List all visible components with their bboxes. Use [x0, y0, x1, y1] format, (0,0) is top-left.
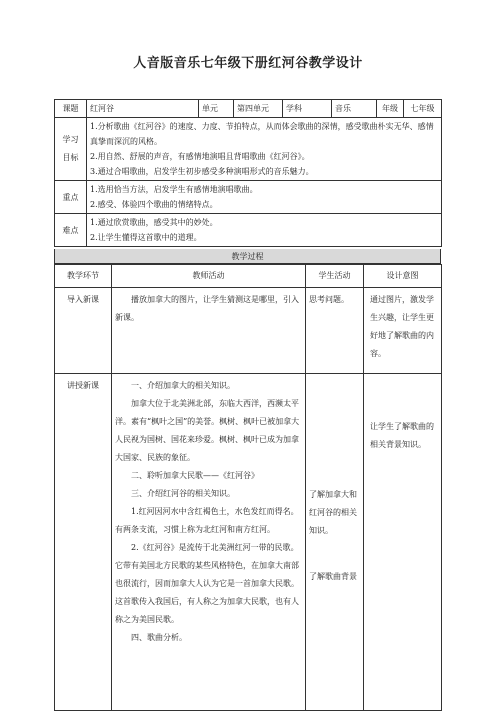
key-points-row — [55, 181, 442, 214]
subject-value: 音乐 — [332, 100, 377, 118]
teacher-text: 三、介绍红河谷的相关知识。 — [131, 489, 235, 498]
objective-item: 1.分析歌曲《红河谷》的速度、力度、节拍特点，从而体会歌曲的深情，感受歌曲朴实无华、感情真挚而深沉的风格。 — [90, 122, 434, 146]
difficulties-content — [87, 214, 442, 247]
difficulty-item: 2.让学生懂得这首歌中的道理。 — [90, 233, 202, 242]
teacher-text: 2.《红河谷》是流传于北美洲红河一带的民歌。它带有美国北方民歌的某些风格特色，在加拿大南部也很流行，因而加拿大人认为它是一首加拿大民歌。这首歌传入我国后，有人称之为加拿大民歌，也有人称之为美国民歌。 — [115, 543, 299, 624]
process-header-row — [55, 265, 442, 288]
difficulties-label: 难点 — [55, 214, 87, 247]
teacher-text: 加拿大位于北美洲北部，东临大西洋，西濒太平洋。素有“枫叶之国”的美誉。枫树、枫叶已被加拿大人民视为国树、国花来珍爱。枫树、枫叶已成为加拿大国家、民族的象征。 — [115, 399, 300, 462]
objective-item: 2.用自然、舒展的声音，有感情地演唱且背唱歌曲《红河谷》。 — [90, 152, 310, 161]
teacher-activity — [112, 374, 306, 711]
key-point-item: 2.感受、体验四个歌曲的情绪特点。 — [90, 200, 218, 209]
design-intent — [364, 374, 442, 711]
student-activity — [306, 288, 364, 374]
header-student: 学生活动 — [306, 265, 364, 288]
objectives-label — [55, 118, 87, 181]
teacher-activity — [112, 288, 306, 374]
key-point-item: 1.选用恰当方法，启发学生有感情地演唱歌曲。 — [90, 185, 258, 194]
document-title: 人音版音乐七年级下册红河谷教学设计 — [133, 56, 363, 71]
teacher-text: 二、聆听加拿大民歌——《红河谷》 — [131, 471, 259, 480]
process-band: 教学过程 — [54, 249, 441, 264]
student-activity — [306, 374, 364, 711]
intent-text: 通过图片，激发学生兴趣，让学生更好地了解歌曲的内容。 — [370, 295, 434, 358]
teacher-text: 四、歌曲分析。 — [131, 633, 187, 642]
subject-label: 学科 — [283, 100, 332, 118]
process-row-new-lesson — [55, 374, 442, 711]
student-text: 了解加拿大和红河谷的相关知识。 — [309, 490, 357, 535]
objectives-label-line1: 学习 — [62, 135, 79, 144]
key-points-label: 重点 — [55, 181, 87, 214]
objective-item: 3.通过合唱歌曲，启发学生初步感受多种演唱形式的音乐魅力。 — [90, 167, 314, 176]
stage-cell: 导入新课 — [55, 288, 112, 374]
stage-cell: 讲授新课 — [55, 374, 112, 711]
grade-value: 七年级 — [404, 100, 442, 118]
process-table — [54, 264, 442, 711]
key-points-content — [87, 181, 442, 214]
teacher-text: 播放加拿大的图片，让学生猜测这是哪里，引入新课。 — [115, 295, 299, 322]
header-stage: 教学环节 — [55, 265, 112, 288]
header-teacher: 教师活动 — [112, 265, 306, 288]
info-row — [55, 100, 442, 118]
course-info-table — [54, 99, 442, 247]
objectives-row — [55, 118, 442, 181]
intent-text: 让学生了解歌曲的相关背景知识。 — [370, 422, 434, 449]
teacher-text: 1.红河因河水中含红褐色土，水色发红而得名。有两条支流，习惯上称为北红河和南方红河。 — [115, 507, 299, 534]
topic-value: 红河谷 — [87, 100, 199, 118]
objectives-content — [87, 118, 442, 181]
difficulties-row — [55, 214, 442, 247]
unit-label: 单元 — [199, 100, 234, 118]
objectives-label-line2: 目标 — [62, 153, 79, 162]
process-row-intro — [55, 288, 442, 374]
design-intent — [364, 288, 442, 374]
topic-label: 课题 — [55, 100, 87, 118]
difficulty-item: 1.通过欣赏歌曲，感受其中的妙处。 — [90, 218, 218, 227]
student-text: 了解歌曲背景 — [309, 572, 357, 581]
student-text: 思考问题。 — [309, 295, 349, 304]
header-intent: 设计意图 — [364, 265, 442, 288]
grade-label: 年级 — [377, 100, 404, 118]
teacher-text: 一、介绍加拿大的相关知识。 — [131, 381, 235, 390]
unit-value: 第四单元 — [234, 100, 283, 118]
